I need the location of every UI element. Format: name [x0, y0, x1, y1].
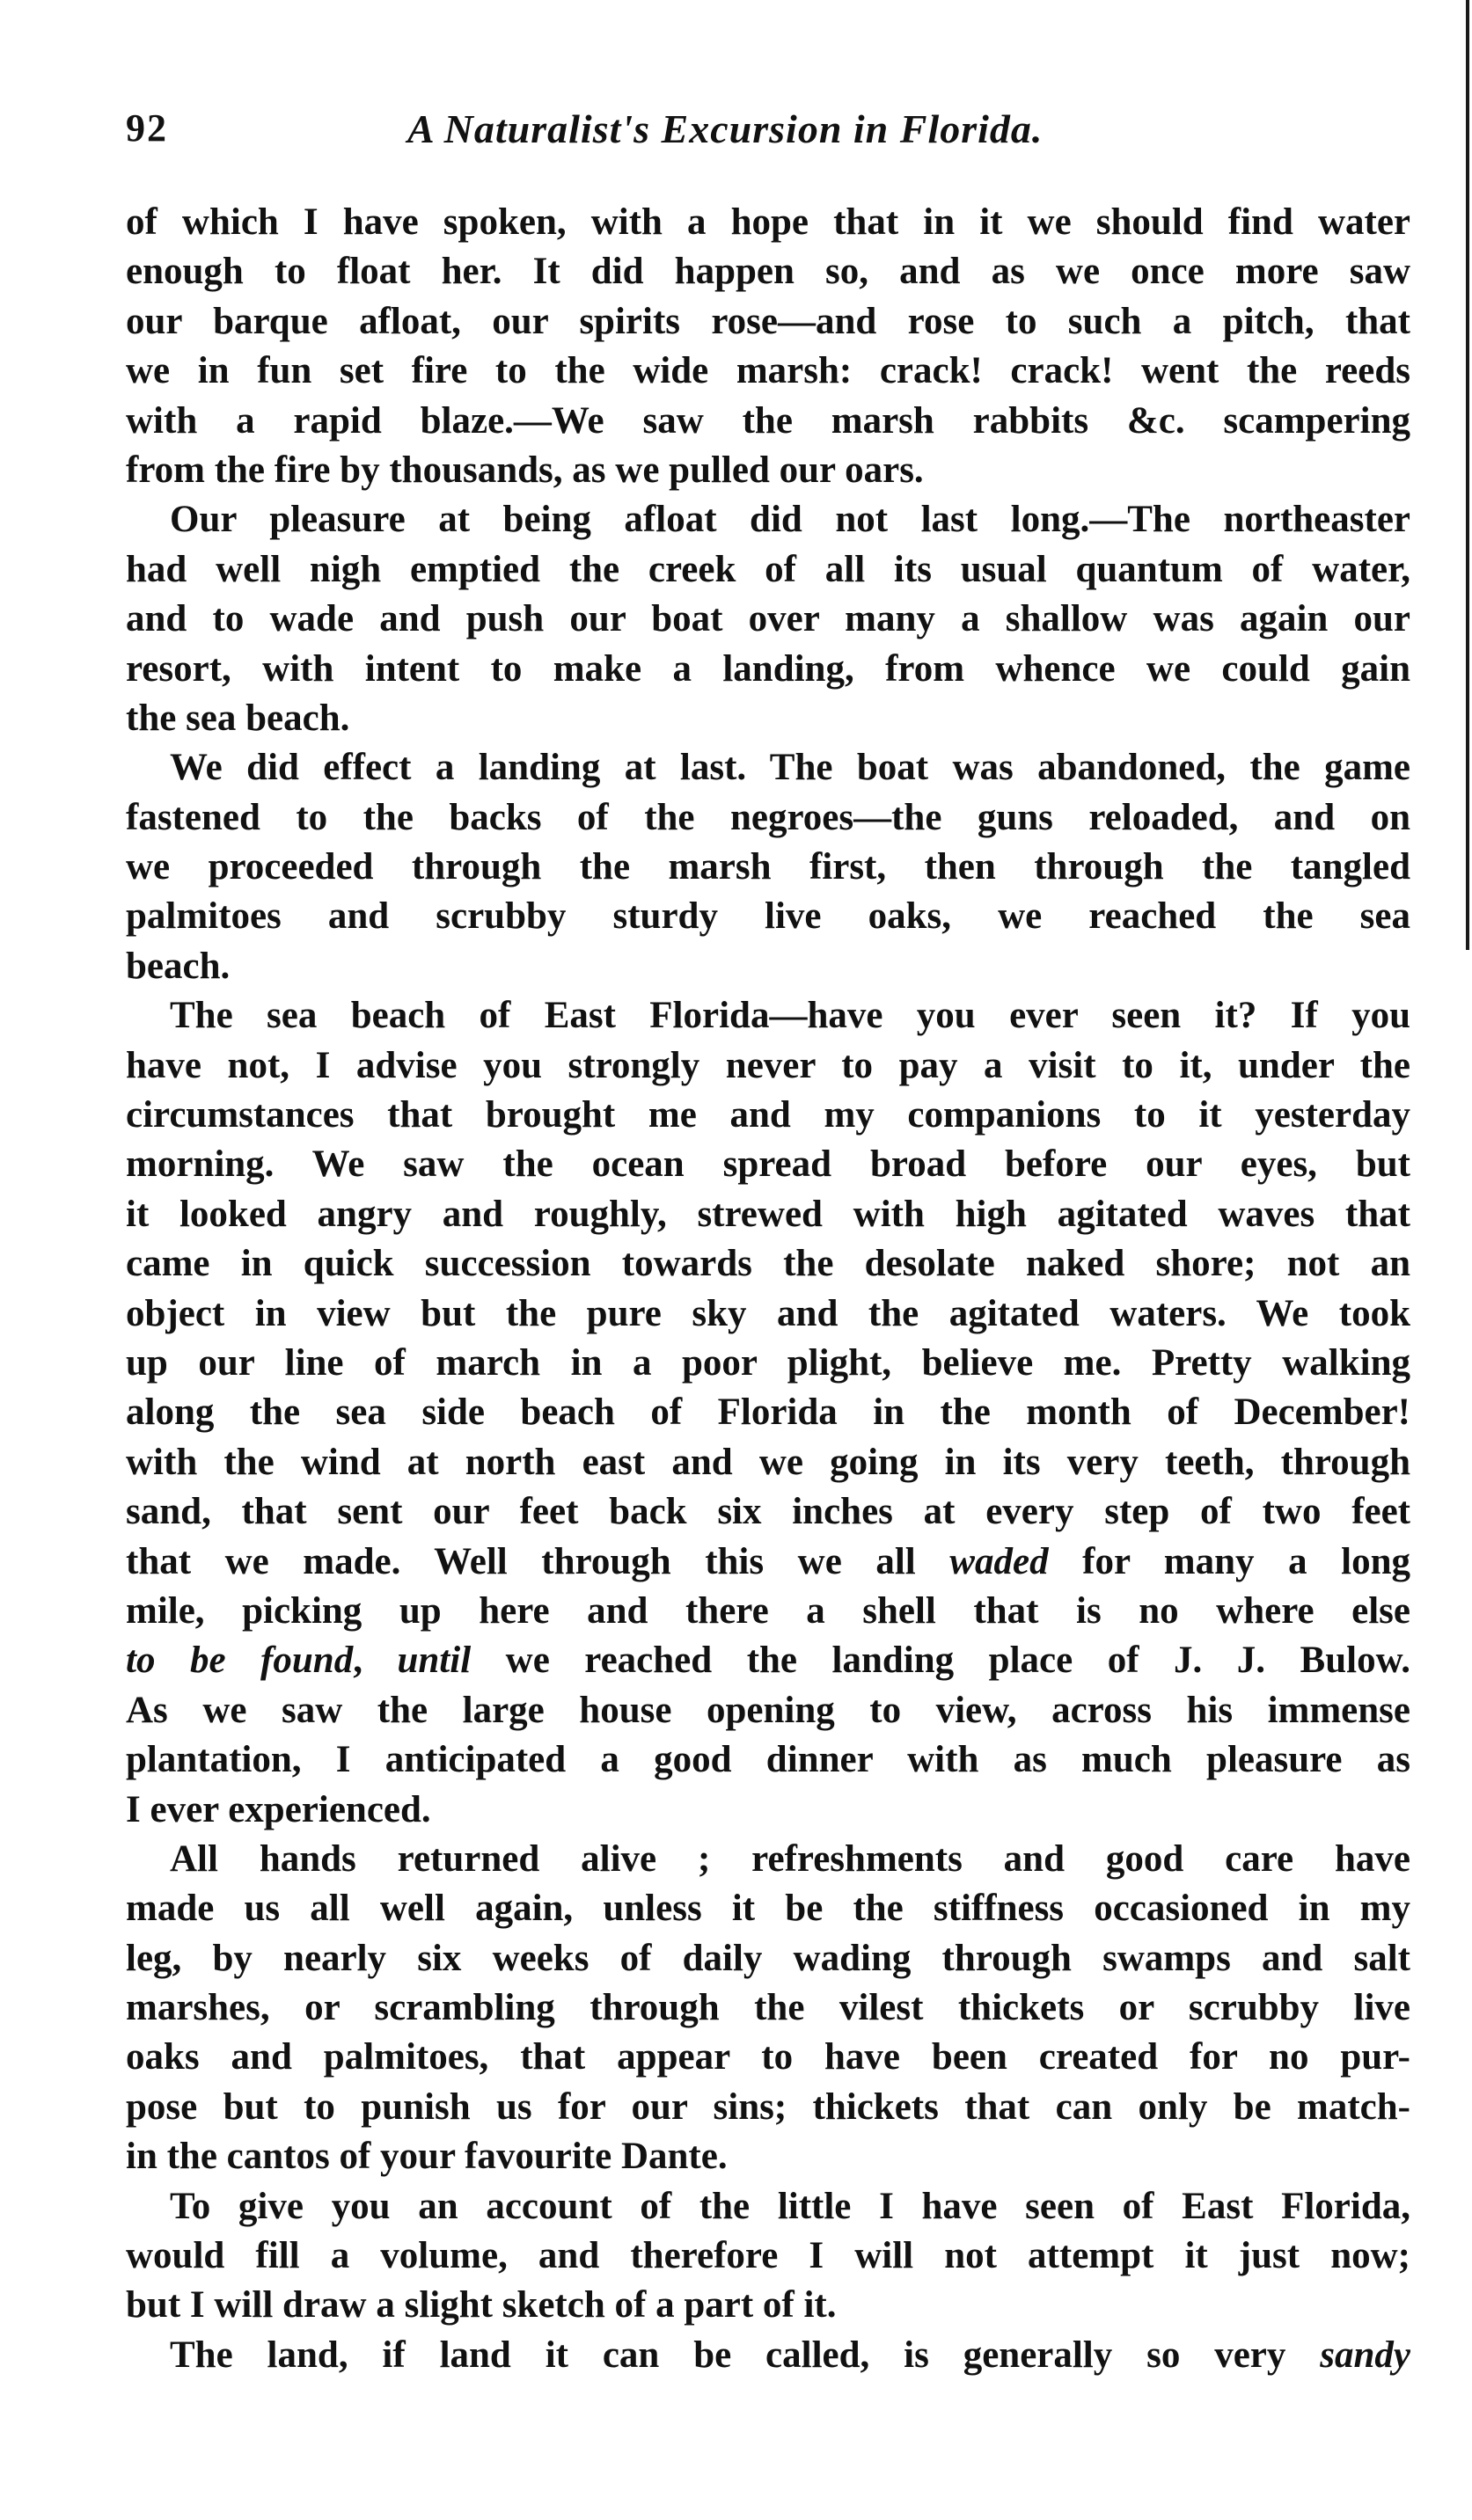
paragraph	[126, 2331, 1410, 2380]
text-line: in the cantos of your favourite Dante.	[126, 2136, 728, 2178]
text-line: We did effect a landing at last. The boat was abandoned, the game	[170, 747, 1410, 789]
page-edge-rule	[1466, 0, 1469, 950]
text-line: leg, by nearly six weeks of daily wading through swamps and salt	[126, 1937, 1410, 1979]
text-line: but I will draw a slight sketch of a part of it.	[126, 2284, 837, 2326]
text-line: Our pleasure at being afloat did not last long.—The northeaster	[170, 499, 1410, 541]
text-line: came in quick succession towards the desolate naked shore; not an	[126, 1243, 1410, 1285]
paragraph	[126, 2182, 1410, 2331]
text-line: would fill a volume, and therefore I will not attempt it just now;	[126, 2235, 1410, 2277]
text-line: up our line of march in a poor plight, believe me. Pretty walking	[126, 1341, 1410, 1384]
text-line: The sea beach of East Florida—have you ever seen it? If you	[170, 995, 1410, 1037]
paragraph	[126, 198, 1410, 495]
text-line: beach.	[126, 945, 231, 987]
text-line: and to wade and push our boat over many a shallow was again our	[126, 598, 1410, 640]
text-line: with the wind at north east and we going in its very teeth, through	[126, 1441, 1410, 1483]
paragraph	[126, 743, 1410, 991]
text-line: I ever experienced.	[126, 1788, 431, 1830]
paragraph	[126, 495, 1410, 743]
running-title: A Naturalist's Excursion in Florida.	[407, 106, 1044, 151]
text-line: circumstances that brought me and my companions to it yesterday	[126, 1094, 1410, 1136]
text-line: To give you an account of the little I have seen of East Florida,	[170, 2185, 1410, 2227]
text-line: we in fun set fire to the wide marsh: crack! crack! went the reeds	[126, 350, 1410, 392]
paragraph	[126, 1835, 1410, 2182]
text-line: with a rapid blaze.—We saw the marsh rabbits &c. scampering	[126, 399, 1410, 442]
text-line: along the sea side beach of Florida in the month of December!	[126, 1391, 1410, 1434]
running-head	[126, 106, 1410, 167]
text-line: from the fire by thousands, as we pulled our oars.	[126, 449, 924, 491]
text-line: plantation, I anticipated a good dinner with as much pleasure as	[126, 1739, 1410, 1781]
text-line: As we saw the large house opening to view, across his immense	[126, 1689, 1410, 1731]
text-line: The land, if land it can be called, is generally so very sandy	[170, 2334, 1410, 2376]
text-line: it looked angry and roughly, strewed with high agitated waves that	[126, 1193, 1410, 1235]
text-line: mile, picking up here and there a shell that is no where else	[126, 1589, 1410, 1632]
page-number: 92	[126, 106, 168, 150]
text-line: palmitoes and scrubby sturdy live oaks, we reached the sea	[126, 895, 1410, 938]
text-line: that we made. Well through this we all waded for many a long	[126, 1540, 1410, 1582]
body-text	[126, 198, 1410, 2380]
text-line: made us all well again, unless it be the stiffness occasioned in my	[126, 1888, 1410, 1930]
text-line: resort, with intent to make a landing, from whence we could gain	[126, 647, 1410, 690]
text-line: enough to float her. It did happen so, and as we once more saw	[126, 251, 1410, 293]
text-line: oaks and palmitoes, that appear to have been created for no pur-	[126, 2036, 1410, 2078]
paragraph	[126, 991, 1410, 1835]
text-line: All hands returned alive ; refreshments and good care have	[170, 1837, 1410, 1880]
text-line: sand, that sent our feet back six inches at every step of two feet	[126, 1491, 1410, 1533]
text-line: our barque afloat, our spirits rose—and rose to such a pitch, that	[126, 300, 1410, 342]
text-line: marshes, or scrambling through the vilest thickets or scrubby live	[126, 1987, 1410, 2029]
text-line: the sea beach.	[126, 697, 350, 739]
text-line: morning. We saw the ocean spread broad before our eyes, but	[126, 1143, 1410, 1186]
text-line: we proceeded through the marsh first, then through the tangled	[126, 846, 1410, 888]
text-line: have not, I advise you strongly never to pay a visit to it, under the	[126, 1044, 1410, 1086]
text-line: had well nigh emptied the creek of all its usual quantum of water,	[126, 548, 1410, 590]
text-line: object in view but the pure sky and the agitated waters. We took	[126, 1292, 1410, 1334]
text-line: to be found, until we reached the landing place of J. J. Bulow.	[126, 1640, 1411, 1682]
text-line: pose but to punish us for our sins; thickets that can only be match-	[126, 2085, 1410, 2128]
text-line: of which I have spoken, with a hope that in it we should find water	[126, 201, 1410, 243]
text-line: fastened to the backs of the negroes—the guns reloaded, and on	[126, 796, 1410, 838]
